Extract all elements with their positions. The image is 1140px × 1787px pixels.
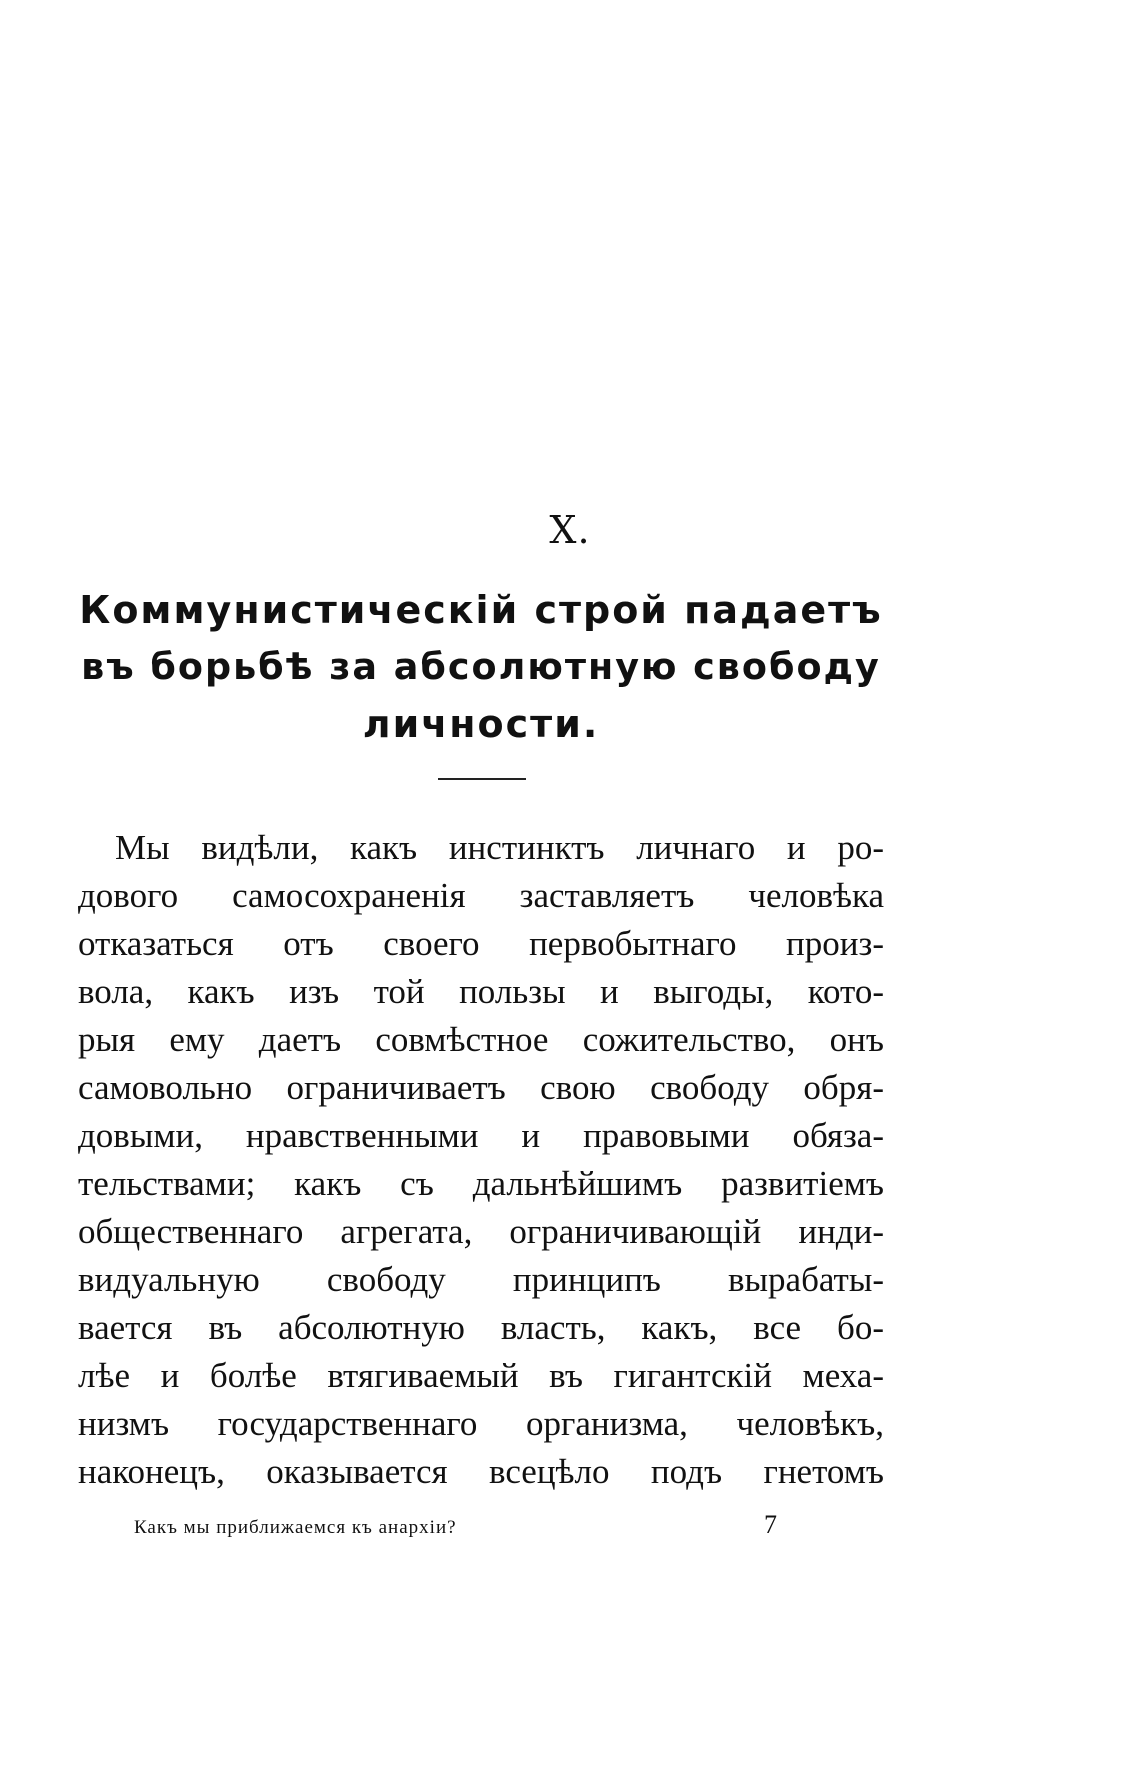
body-line-14: наконецъ, оказывается всецѣло подъ гнетомъ bbox=[78, 1452, 884, 1491]
chapter-number: X. bbox=[549, 508, 591, 552]
body-line-9: общественнаго агрегата, ограничивающій инди- bbox=[78, 1212, 884, 1251]
body-line-10: видуальную свободу принципъ вырабаты- bbox=[78, 1260, 884, 1299]
body-line-5: рыя ему даетъ совмѣстное сожительство, онъ bbox=[78, 1020, 884, 1059]
body-line-3: отказаться отъ своего первобытнаго произ- bbox=[78, 924, 884, 963]
page-number: 7 bbox=[764, 1510, 777, 1539]
chapter-title-line-3: личности. bbox=[362, 702, 600, 746]
chapter-title-line-1: Коммунистическій строй падаетъ bbox=[79, 588, 883, 632]
body-line-2: дового самосохраненія заставляетъ человѣка bbox=[78, 876, 884, 915]
body-line-12: лѣе и болѣе втягиваемый въ гигантскій меха- bbox=[78, 1356, 884, 1395]
body-line-13: низмъ государственнаго организма, человѣкъ, bbox=[78, 1404, 884, 1443]
body-line-8: тельствами; какъ съ дальнѣйшимъ развитіемъ bbox=[78, 1164, 884, 1203]
body-line-7: довыми, нравственными и правовыми обяза- bbox=[78, 1116, 884, 1155]
body-line-4: вола, какъ изъ той пользы и выгоды, кото- bbox=[78, 972, 884, 1011]
footer-running-title: Какъ мы приближаемся къ анархіи? bbox=[134, 1517, 457, 1538]
body-line-11: вается въ абсолютную власть, какъ, все бо- bbox=[78, 1308, 884, 1347]
body-line-1: Мы видѣли, какъ инстинктъ личнаго и ро- bbox=[115, 828, 884, 867]
body-line-6: самовольно ограничиваетъ свою свободу обря- bbox=[78, 1068, 884, 1107]
title-divider bbox=[438, 778, 526, 780]
chapter-title-line-2: въ борьбѣ за абсолютную свободу bbox=[81, 645, 881, 688]
